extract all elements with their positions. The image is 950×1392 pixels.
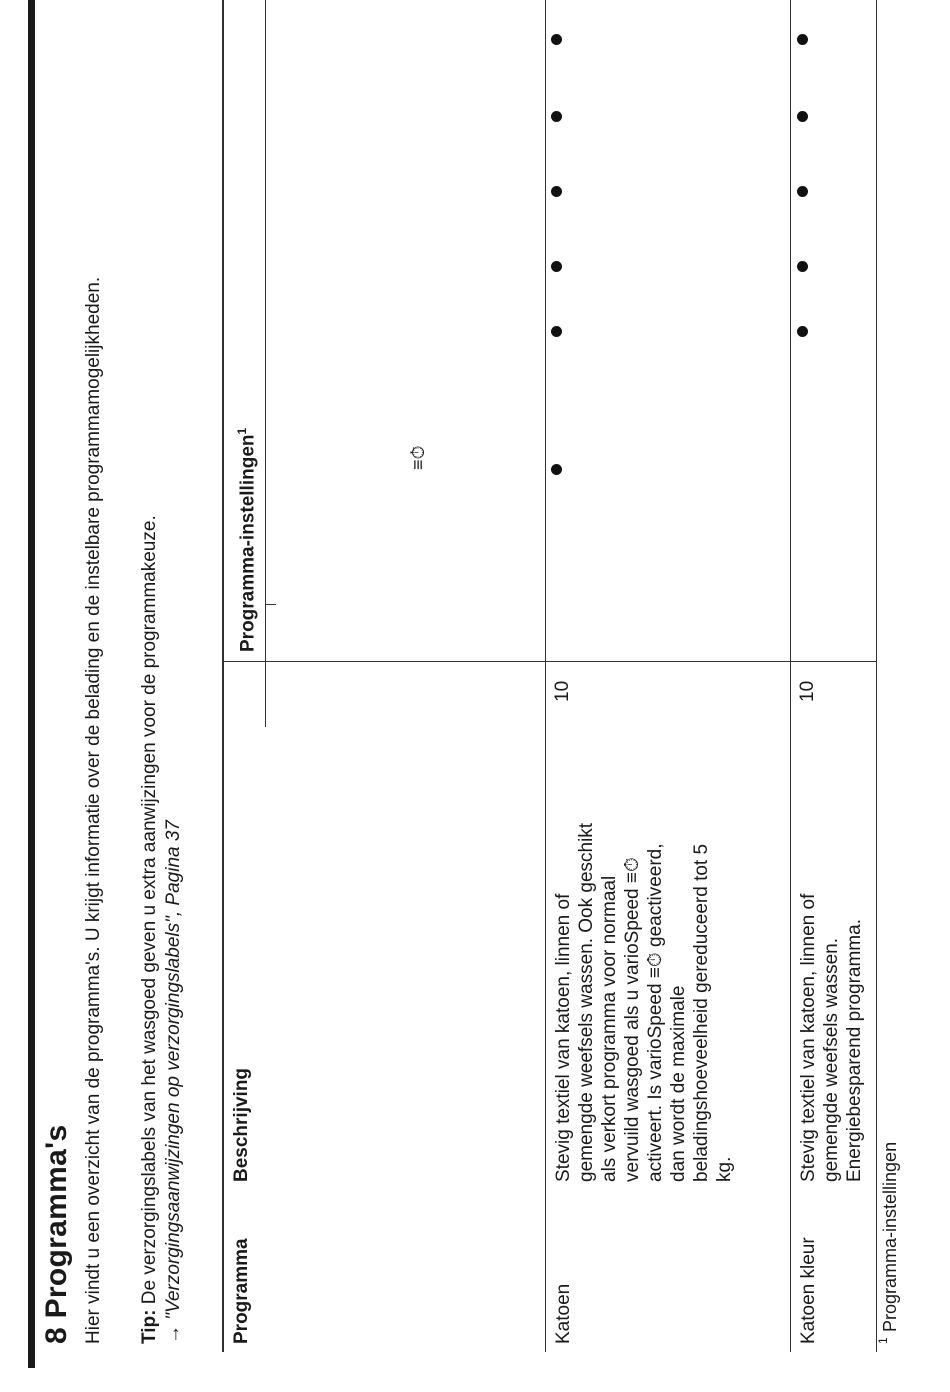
settings-tick	[265, 604, 276, 605]
tip-reference-page: , Pagina 37	[163, 820, 184, 917]
footnote-text: Programma-instellingen	[880, 1141, 900, 1332]
setting-dot	[551, 464, 562, 475]
header-settings-sup: 1	[235, 427, 249, 435]
table-row-load: 10	[552, 680, 573, 702]
arrow-icon: →	[163, 1319, 184, 1344]
page-title: 8 Programma's	[40, 1124, 73, 1344]
setting-dot	[551, 186, 562, 197]
header-settings-label: Programma-instellingen	[237, 434, 259, 652]
footnote	[876, 1141, 901, 1344]
table-row-load: 10	[797, 680, 818, 702]
tip-text: De verzorgingslabels van het wasgoed geven u extra aanwijzingen voor de programmakeuze.	[139, 515, 160, 1310]
header-settings	[230, 428, 260, 652]
setting-dot	[797, 326, 808, 337]
setting-dot	[551, 34, 562, 45]
setting-dot	[797, 186, 808, 197]
table-top-rule	[222, 0, 224, 1352]
table-bottom-rule	[876, 0, 877, 1352]
table-row-description: Stevig textiel van katoen, linnen of gemengde weefsels wassen. Ook geschikt als verkort programma voor normaal vervuild wasgoed als u varioSpeed ≡⏱ activeert. Is varioSpeed ≡⏱ geactiveerd, dan wordt de maximale beladingshoeveelheid gereduceerd tot 5 kg.	[553, 822, 735, 1182]
table-row-program: Katoen	[553, 1283, 574, 1344]
intro-paragraph: Hier vindt u een overzicht van de programma's. U krijgt informatie over de belading en de instelbare programmamogelijkheden.	[83, 276, 104, 1344]
setting-dot	[797, 111, 808, 122]
header-programma: Programma	[231, 1238, 252, 1344]
table-row-divider	[545, 0, 546, 1352]
header-beschrijving: Beschrijving	[231, 1067, 252, 1182]
column-divider	[222, 661, 876, 662]
settings-header-rule	[265, 0, 266, 727]
footnote-mark: 1	[876, 1337, 890, 1344]
section-marker-bar	[28, 0, 35, 1368]
setting-dot	[551, 111, 562, 122]
tip-label: Tip:	[139, 1309, 160, 1344]
table-row-description: Stevig textiel van katoen, linnen of gemengde weefsels wassen. Energiebesparend programma.	[798, 893, 865, 1182]
tip-paragraph	[138, 54, 186, 1344]
tip-reference-link[interactable]: "Verzorgingsaanwijzingen op verzorgingslabels"	[163, 916, 184, 1320]
table-row-divider	[790, 0, 791, 1352]
variospeed-icon: ≡⏱	[408, 445, 428, 470]
table-row-program: Katoen kleur	[798, 1237, 819, 1344]
setting-dot	[797, 261, 808, 272]
setting-dot	[551, 326, 562, 337]
setting-dot	[551, 261, 562, 272]
setting-dot	[797, 34, 808, 45]
